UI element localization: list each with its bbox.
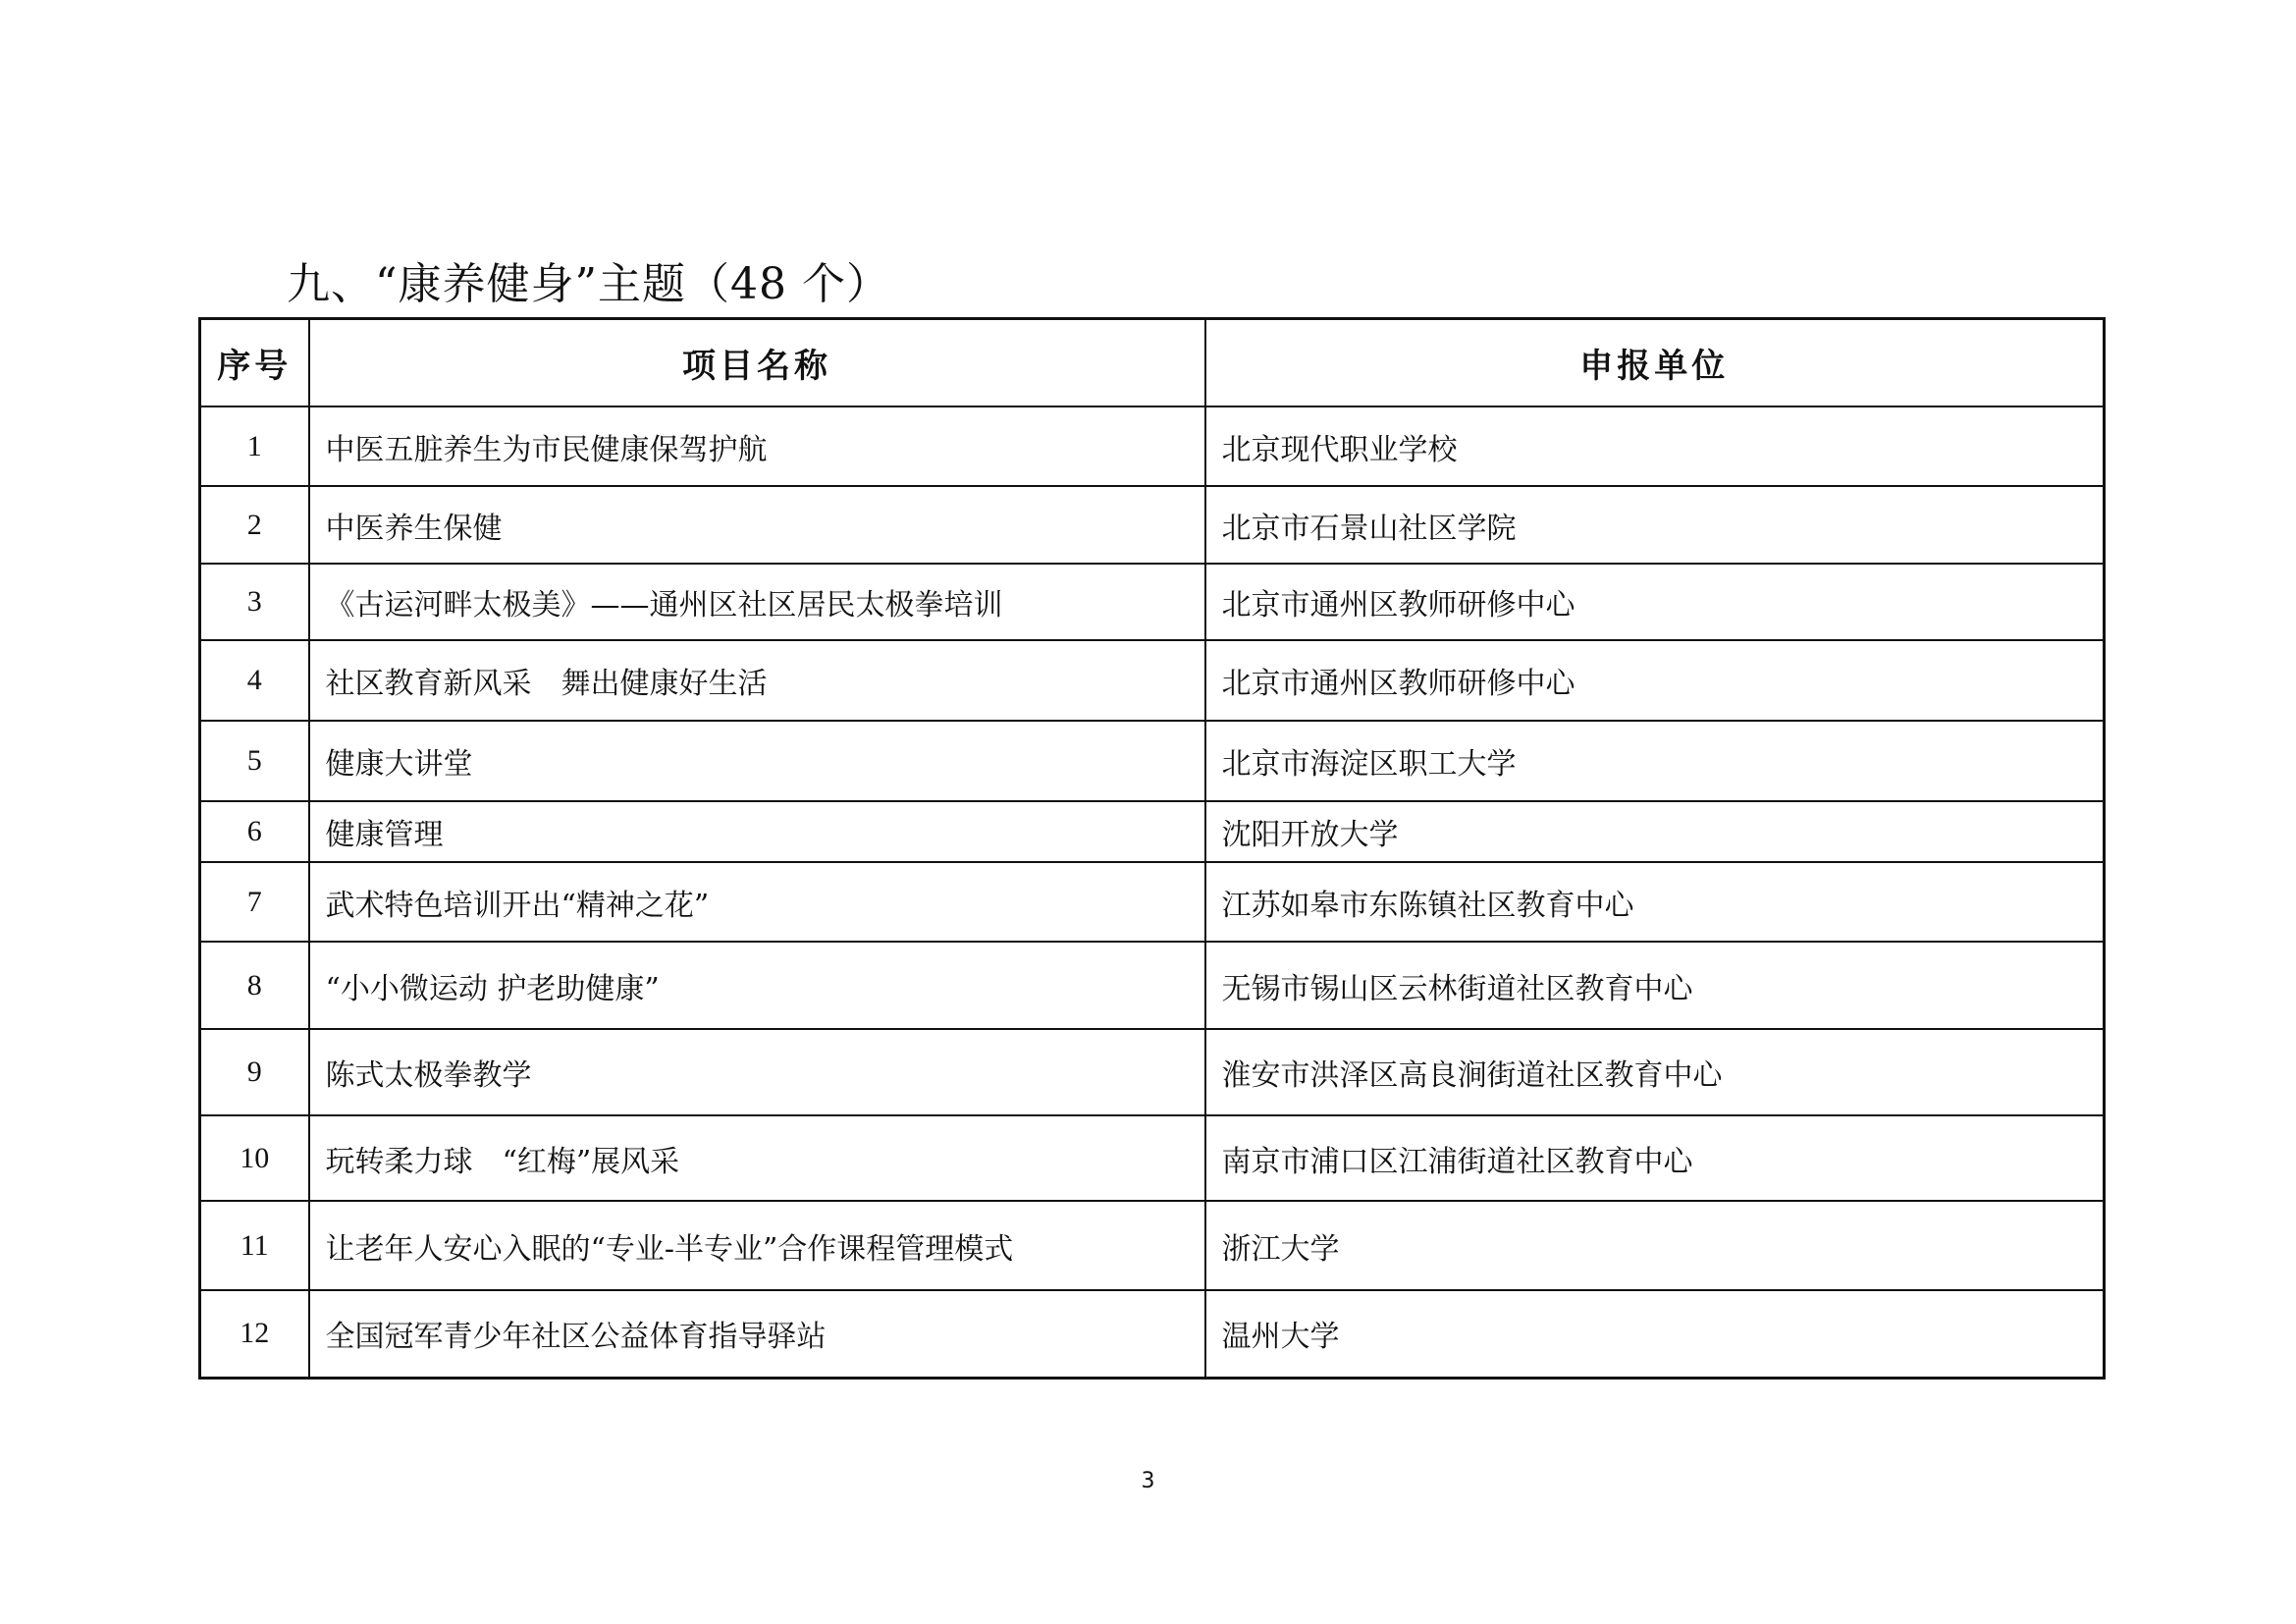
project-name-cell: “小小微运动 护老助健康”	[309, 942, 1205, 1029]
table-row	[200, 1290, 2105, 1378]
seq-cell: 11	[200, 1201, 309, 1290]
seq-cell: 3	[200, 564, 309, 640]
applicant-unit-cell: 浙江大学	[1205, 1201, 2105, 1290]
project-table	[198, 317, 2106, 1380]
header-seq: 序号	[200, 319, 309, 407]
table-row	[200, 942, 2105, 1029]
project-name-cell: 全国冠军青少年社区公益体育指导驿站	[309, 1290, 1205, 1378]
header-project-name: 项目名称	[309, 319, 1205, 407]
table-row	[200, 1201, 2105, 1290]
seq-cell: 7	[200, 862, 309, 942]
applicant-unit-cell: 淮安市洪泽区高良涧街道社区教育中心	[1205, 1029, 2105, 1115]
table-header-row	[200, 319, 2105, 407]
seq-cell: 1	[200, 406, 309, 486]
seq-cell: 5	[200, 721, 309, 801]
project-name-cell: 中医五脏养生为市民健康保驾护航	[309, 406, 1205, 486]
applicant-unit-cell: 温州大学	[1205, 1290, 2105, 1378]
table-row	[200, 862, 2105, 942]
project-name-cell: 陈式太极拳教学	[309, 1029, 1205, 1115]
table-row	[200, 406, 2105, 486]
table-row	[200, 1029, 2105, 1115]
applicant-unit-cell: 无锡市锡山区云林街道社区教育中心	[1205, 942, 2105, 1029]
table-row	[200, 801, 2105, 862]
project-name-cell: 健康大讲堂	[309, 721, 1205, 801]
table-row	[200, 486, 2105, 564]
table-row	[200, 721, 2105, 801]
applicant-unit-cell: 北京市石景山社区学院	[1205, 486, 2105, 564]
applicant-unit-cell: 北京市海淀区职工大学	[1205, 721, 2105, 801]
project-name-cell: 中医养生保健	[309, 486, 1205, 564]
project-name-cell: 武术特色培训开出“精神之花”	[309, 862, 1205, 942]
project-name-cell: 玩转柔力球 “红梅”展风采	[309, 1115, 1205, 1201]
page-number: 3	[1141, 1469, 1155, 1493]
applicant-unit-cell: 江苏如皋市东陈镇社区教育中心	[1205, 862, 2105, 942]
seq-cell: 6	[200, 801, 309, 862]
project-name-cell: 《古运河畔太极美》——通州区社区居民太极拳培训	[309, 564, 1205, 640]
seq-cell: 10	[200, 1115, 309, 1201]
seq-cell: 9	[200, 1029, 309, 1115]
header-applicant-unit: 申报单位	[1205, 319, 2105, 407]
project-name-cell: 让老年人安心入眠的“专业-半专业”合作课程管理模式	[309, 1201, 1205, 1290]
seq-cell: 4	[200, 640, 309, 721]
seq-cell: 2	[200, 486, 309, 564]
table-row	[200, 1115, 2105, 1201]
applicant-unit-cell: 北京市通州区教师研修中心	[1205, 564, 2105, 640]
project-name-cell: 健康管理	[309, 801, 1205, 862]
project-name-cell: 社区教育新风采 舞出健康好生活	[309, 640, 1205, 721]
applicant-unit-cell: 北京市通州区教师研修中心	[1205, 640, 2105, 721]
page-title: 九、“康养健身”主题（48 个）	[287, 259, 890, 309]
seq-cell: 8	[200, 942, 309, 1029]
seq-cell: 12	[200, 1290, 309, 1378]
table-row	[200, 564, 2105, 640]
table-row	[200, 640, 2105, 721]
applicant-unit-cell: 北京现代职业学校	[1205, 406, 2105, 486]
applicant-unit-cell: 沈阳开放大学	[1205, 801, 2105, 862]
applicant-unit-cell: 南京市浦口区江浦街道社区教育中心	[1205, 1115, 2105, 1201]
